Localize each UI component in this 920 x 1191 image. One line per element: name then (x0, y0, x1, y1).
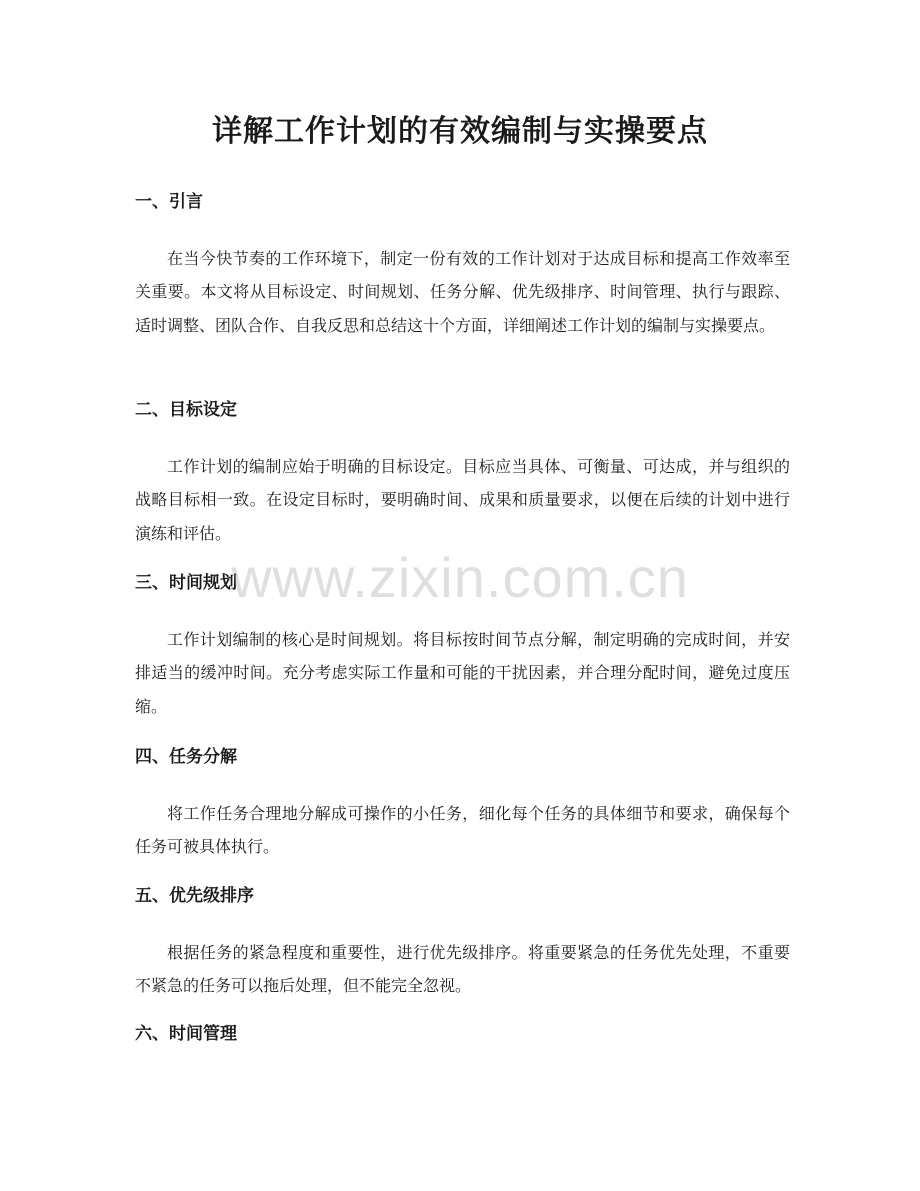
document-title: 详解工作计划的有效编制与实操要点 (212, 114, 708, 149)
section-introduction (135, 190, 790, 342)
section-time-management (135, 1022, 790, 1046)
section-paragraph: 将工作任务合理地分解成可操作的小任务，细化每个任务的具体细节和要求，确保每个任务可被具体执行。 (135, 804, 790, 857)
section-priority-ranking (135, 884, 790, 1003)
section-paragraph: 根据任务的紧急程度和重要性，进行优先级排序。将重要紧急的任务优先处理，不重要不紧急的任务可以拖后处理，但不能完全忽视。 (135, 943, 790, 996)
section-heading: 一、引言 (135, 192, 203, 212)
watermark: www.zixin.com.cn (231, 546, 689, 609)
section-heading: 六、时间管理 (135, 1024, 237, 1044)
section-heading: 五、优先级排序 (135, 886, 254, 906)
section-heading: 二、目标设定 (135, 400, 237, 420)
section-heading: 三、时间规划 (135, 573, 237, 593)
section-goal-setting (135, 398, 790, 550)
section-time-planning (135, 571, 790, 723)
section-paragraph: 在当今快节奏的工作环境下，制定一份有效的工作计划对于达成目标和提高工作效率至关重要。本文将从目标设定、时间规划、任务分解、优先级排序、时间管理、执行与跟踪、适时调整、团队合作、自我反思和总结这十个方面，详细阐述工作计划的编制与实操要点。 (135, 249, 790, 335)
section-paragraph: 工作计划的编制应始于明确的目标设定。目标应当具体、可衡量、可达成，并与组织的战略目标相一致。在设定目标时，要明确时间、成果和质量要求，以便在后续的计划中进行演练和评估。 (135, 457, 790, 543)
section-paragraph: 工作计划编制的核心是时间规划。将目标按时间节点分解，制定明确的完成时间，并安排适当的缓冲时间。充分考虑实际工作量和可能的干扰因素，并合理分配时间，避免过度压缩。 (135, 630, 790, 716)
section-task-breakdown (135, 745, 790, 864)
section-heading: 四、任务分解 (135, 747, 237, 767)
